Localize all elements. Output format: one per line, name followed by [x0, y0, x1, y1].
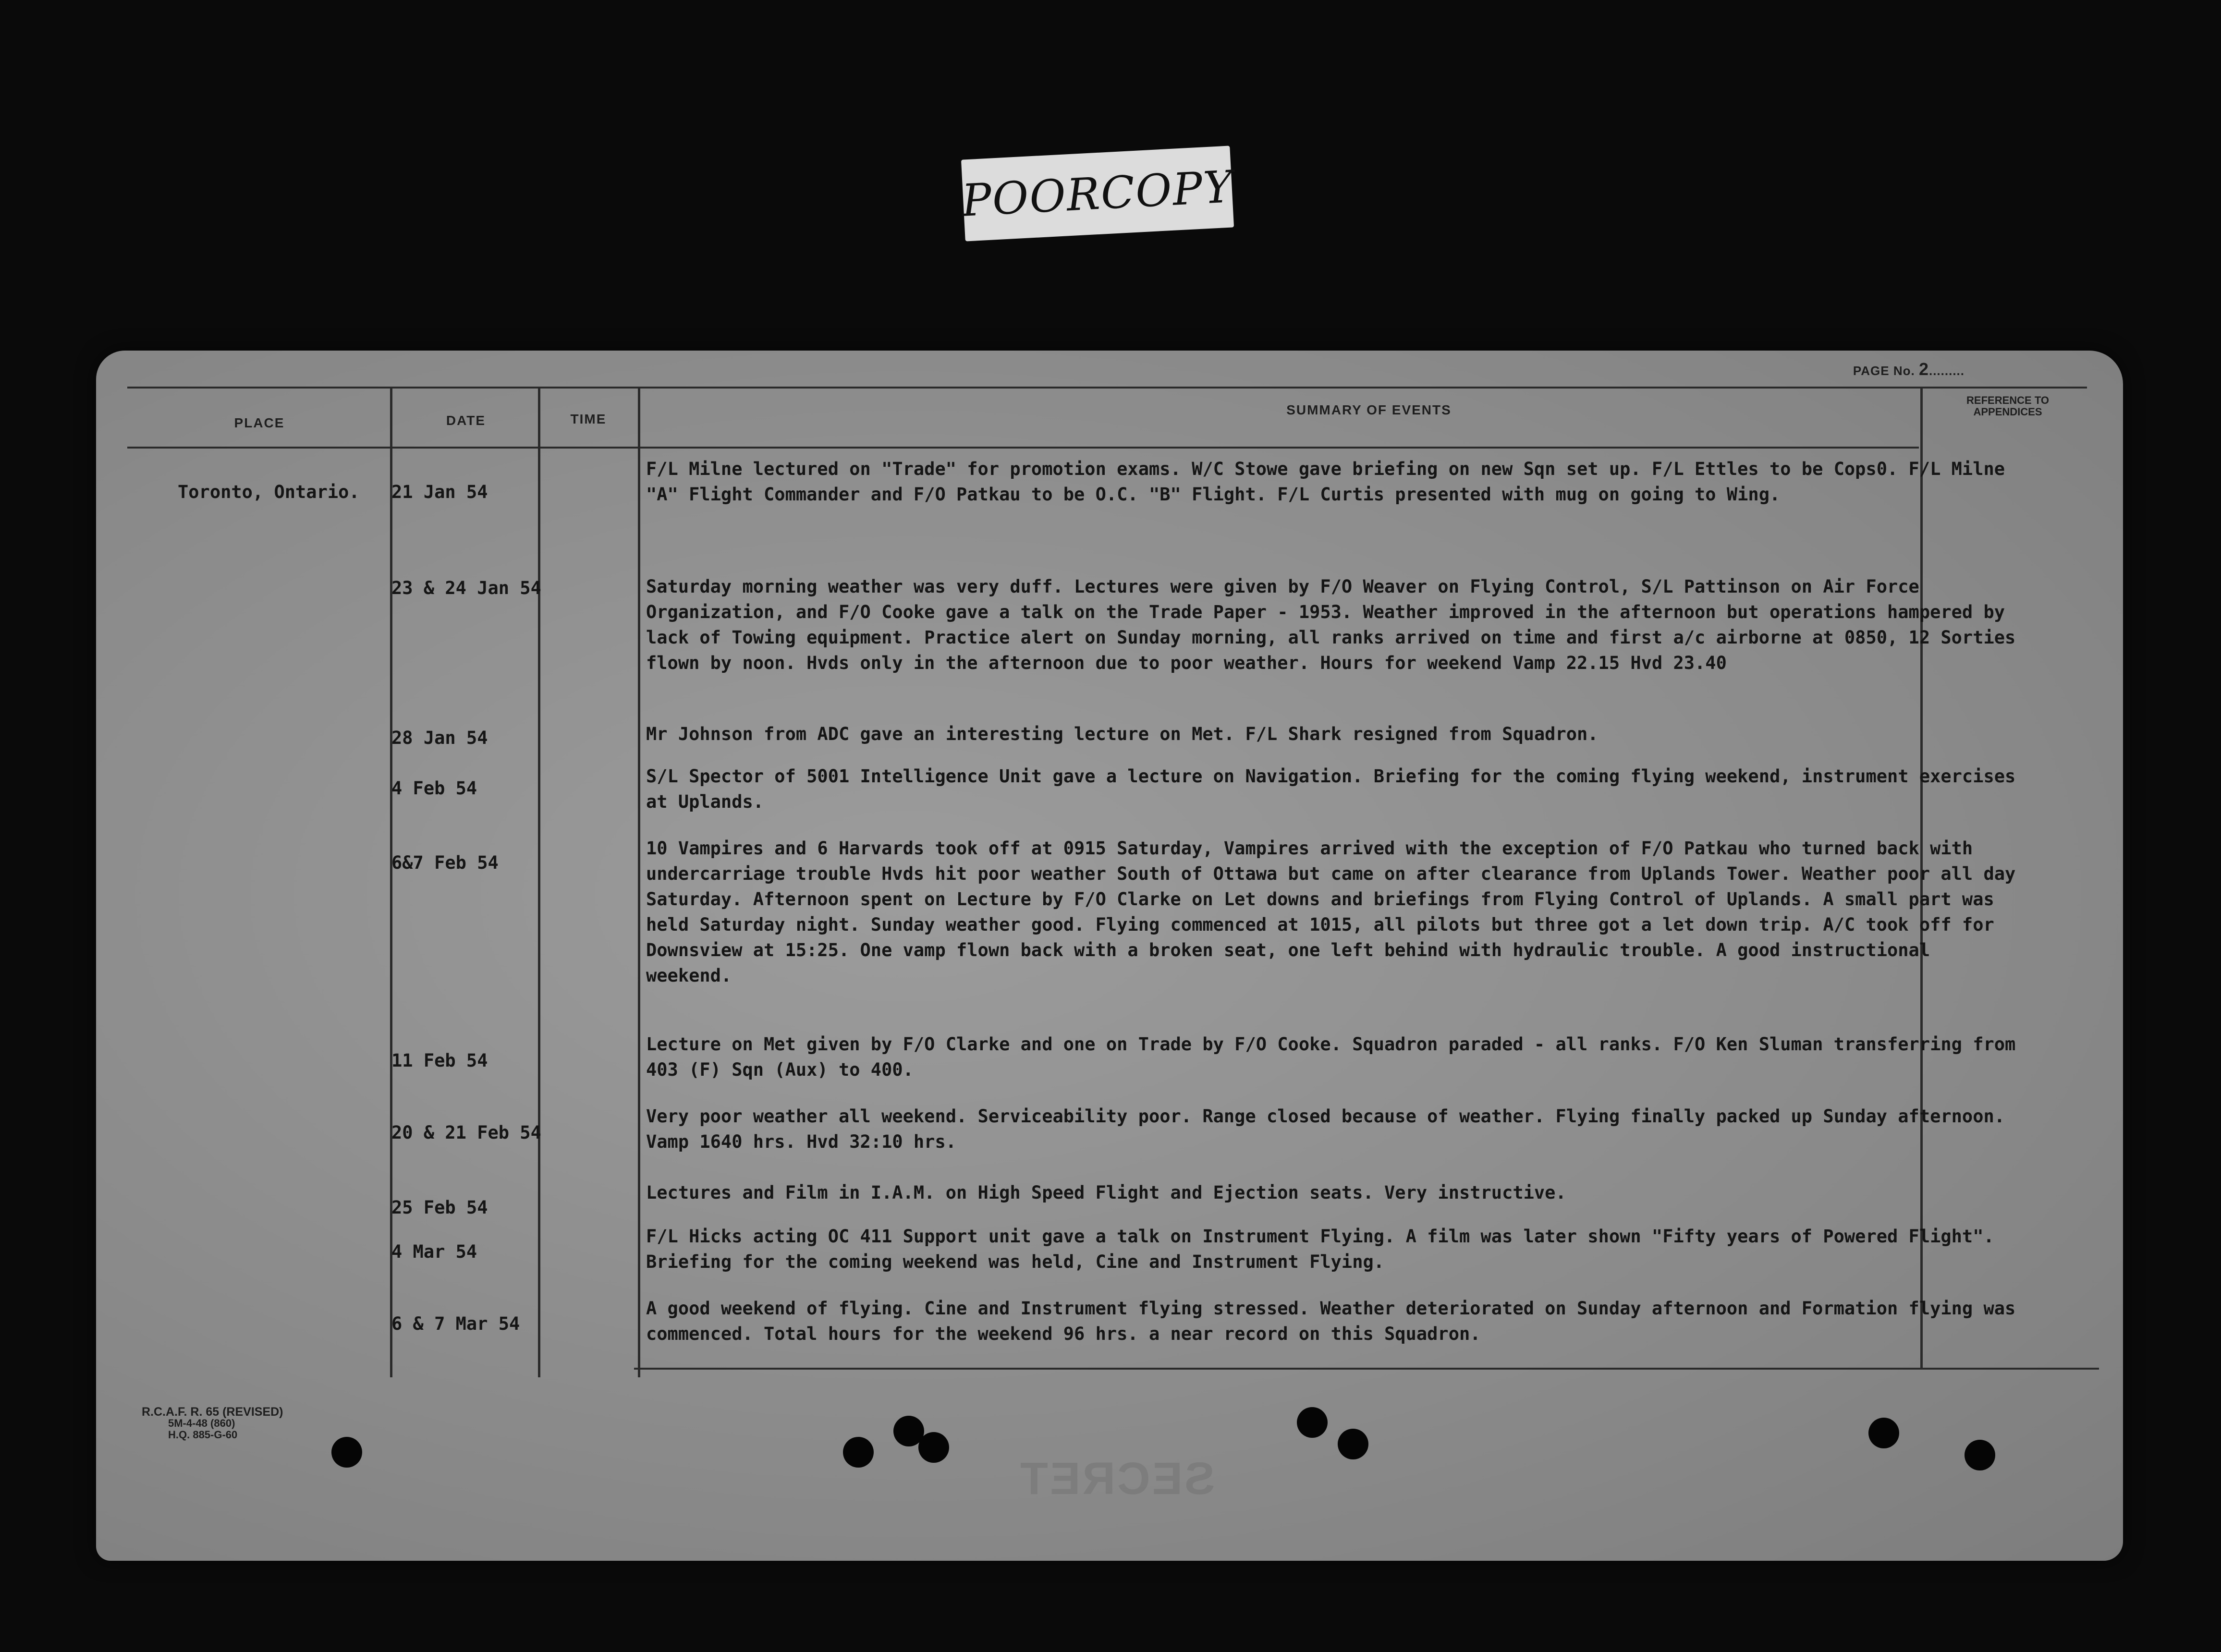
binder-hole: [331, 1437, 362, 1468]
place-date-divider: [390, 388, 392, 1377]
entry-summary: S/L Spector of 5001 Intelligence Unit gave a lecture on Navigation. Briefing for the coming flying weekend, instrument exercises at Uplands.: [646, 766, 2016, 812]
record-page: [96, 351, 2123, 1561]
page-number-value: 2: [1918, 359, 1929, 379]
poor-copy-tag: POORCOPY: [961, 146, 1234, 241]
entry-date: 23 & 24 Jan 54: [391, 578, 541, 598]
form-line-2: 5M-4-48 (860): [168, 1417, 235, 1429]
entry-date: 25 Feb 54: [391, 1197, 488, 1218]
entry-summary: F/L Milne lectured on "Trade" for promotion exams. W/C Stowe gave briefing on new Sqn set up. F/L Ettles to be Cops0. F/L Milne "A" Flight Commander and F/O Patkau to be O.C. "B" Flight. F/L Curtis presented with mug on going to Wing.: [646, 459, 2005, 505]
binder-hole: [1297, 1407, 1328, 1438]
header-bottom-rule: [127, 447, 1919, 449]
binder-hole: [1338, 1429, 1368, 1459]
entry-date: 6&7 Feb 54: [391, 852, 499, 873]
time-header: TIME: [570, 412, 607, 426]
page-number-label: PAGE No.: [1853, 364, 1915, 378]
entry-summary: Lectures and Film in I.A.M. on High Speed Flight and Ejection seats. Very instructive.: [646, 1182, 1566, 1203]
entry-summary: 10 Vampires and 6 Harvards took off at 0915 Saturday, Vampires arrived with the exception of F/O Patkau who turned back with undercarriage trouble Hvds hit poor weather South of Ottawa but came on after clearance from Uplands Tower. Weather poor all day Saturday. Afternoon spent on Lecture by F/O Clarke on Let downs and briefings from Flying Control of Uplands. A small part was held Saturday night. Sunday weather good. Flying commenced at 1015, all pilots but three got a let down trip. A/C took off for Downsview at 15:25. One vamp flown back with a broken seat, one left behind with hydraulic trouble. A good instructional weekend.: [646, 838, 2016, 986]
reference-header: REFERENCE TO APPENDICES: [1966, 394, 2049, 418]
binder-hole: [843, 1437, 874, 1468]
entry-date: 21 Jan 54: [391, 482, 488, 502]
entry-date: 6 & 7 Mar 54: [391, 1313, 520, 1334]
binder-hole: [918, 1432, 949, 1463]
secret-stamp: SECRET: [1018, 1453, 1215, 1504]
place-header: PLACE: [234, 415, 285, 430]
entry-date: 4 Mar 54: [391, 1241, 477, 1262]
entry-summary: Lecture on Met given by F/O Clarke and one on Trade by F/O Cooke. Squadron paraded - all ranks. F/O Ken Sluman transferring from 403 (F) Sqn (Aux) to 400.: [646, 1034, 2016, 1080]
summary-header: SUMMARY OF EVENTS: [1286, 402, 1452, 417]
entry-summary: Very poor weather all weekend. Serviceability poor. Range closed because of weather. Flying finally packed up Sunday afternoon. Vamp 1640 hrs. Hvd 32:10 hrs.: [646, 1106, 2005, 1152]
time-summary-divider: [638, 388, 640, 1377]
page-number: PAGE No. 2.........: [1853, 359, 1965, 379]
table-bottom-rule: [634, 1368, 2099, 1370]
form-line-1: R.C.A.F. R. 65 (REVISED): [142, 1405, 283, 1419]
date-header: DATE: [446, 413, 486, 428]
binder-hole: [1965, 1440, 1995, 1470]
entry-summary: Saturday morning weather was very duff. Lectures were given by F/O Weaver on Flying Control, S/L Pattinson on Air Force Organization, and F/O Cooke gave a talk on the Trade Paper - 1953. Weather improved in the afternoon but operations hampered by lack of Towing equipment. Practice alert on Sunday morning, all ranks arrived on time and first a/c airborne at 0850, 12 Sorties flown by noon. Hvds only in the afternoon due to poor weather. Hours for weekend Vamp 22.15 Hvd 23.40: [646, 576, 2016, 673]
binder-hole: [1868, 1418, 1899, 1448]
entry-summary: F/L Hicks acting OC 411 Support unit gave a talk on Instrument Flying. A film was later shown "Fifty years of Powered Flight". Briefing for the coming weekend was held, Cine and Instrument Flying.: [646, 1226, 1994, 1272]
entry-date: 4 Feb 54: [391, 778, 477, 799]
form-line-3: H.Q. 885-G-60: [168, 1429, 238, 1441]
entry-place: Toronto, Ontario.: [178, 482, 360, 502]
header-top-rule: [127, 387, 2087, 389]
entry-date: 28 Jan 54: [391, 728, 488, 748]
entry-summary: A good weekend of flying. Cine and Instrument flying stressed. Weather deteriorated on Sunday afternoon and Formation flying was commenced. Total hours for the weekend 96 hrs. a near record on this Squadron.: [646, 1298, 2016, 1344]
entry-date: 11 Feb 54: [391, 1050, 488, 1071]
entry-summary: Mr Johnson from ADC gave an interesting lecture on Met. F/L Shark resigned from Squadron.: [646, 724, 1599, 744]
form-number: [142, 1406, 283, 1441]
date-time-divider: [538, 388, 540, 1377]
entry-date: 20 & 21 Feb 54: [391, 1122, 541, 1143]
